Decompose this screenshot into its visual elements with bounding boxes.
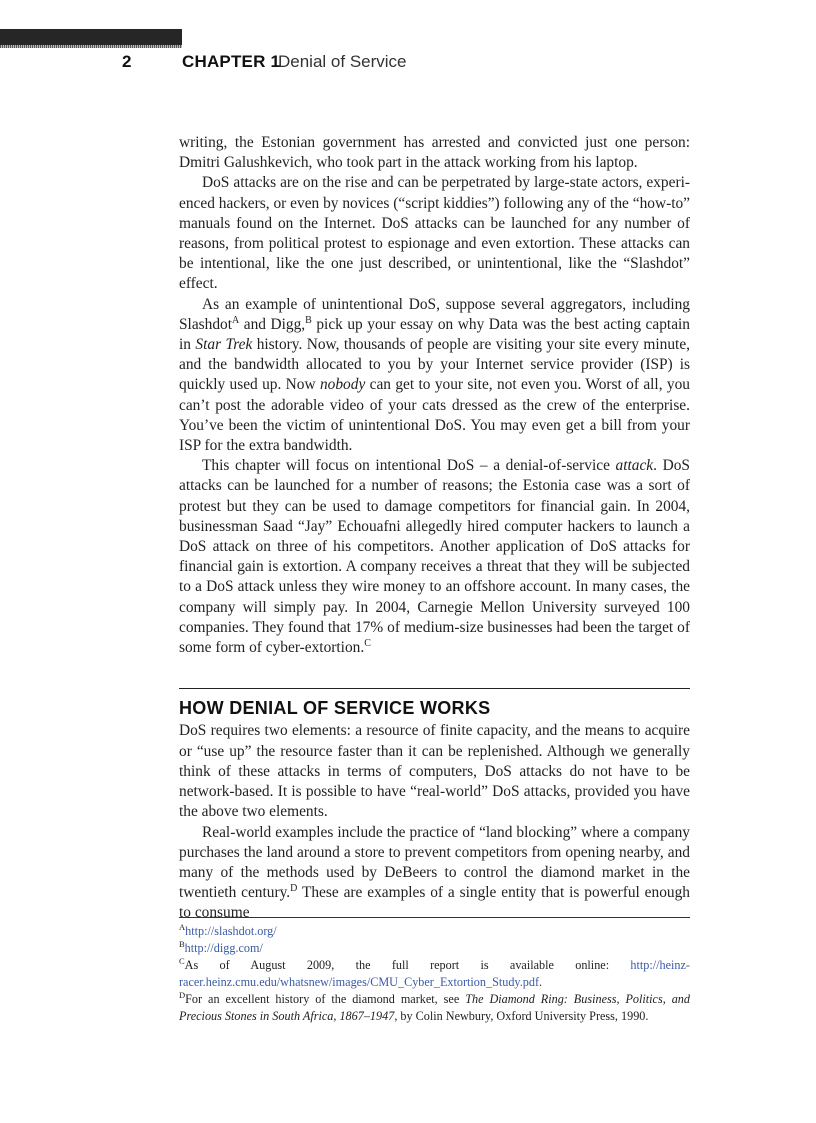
main-text xyxy=(179,133,690,924)
footnote-link[interactable]: http://digg.com/ xyxy=(184,941,263,955)
footnote-marker: D xyxy=(179,990,186,1000)
footnote-marker: C xyxy=(179,956,185,966)
footnote-marker: A xyxy=(179,922,186,932)
chapter-title: Denial of Service xyxy=(278,52,407,71)
emphasis: nobody xyxy=(319,376,366,394)
text-span: As an example of unintentional DoS, suppose several aggregators, including Slashdot xyxy=(179,295,690,333)
footnote-book-title: The Diamond Ring: Business, Politics, and Precious Stones in South Africa, 1867–1947 xyxy=(179,992,690,1023)
footnote-ref-b[interactable]: B xyxy=(305,314,312,326)
top-decorative-bar xyxy=(0,29,182,45)
paragraph-1: writing, the Estonian government has arrested and convicted just one person: Dmitri Galushkevich, who took part in the attack working from his laptop. xyxy=(179,134,690,172)
footnote-text: , by Colin Newbury, Oxford University Press, 1990. xyxy=(394,1009,649,1023)
footnotes xyxy=(179,917,690,1025)
text-span: Real-world examples include the practice of “land blocking” where a company purchases the land around a store to prevent competitors from opening nearby, and many of the methods used by DeBeers to control the diamond market in the twentieth century. xyxy=(179,823,690,902)
footnote-link[interactable]: http://heinz-racer.heinz.cmu.edu/whatsnew/images/CMU_Cyber_Extortion_Study.pdf xyxy=(179,958,690,989)
footnote-text: As of August 2009, the full report is available online: xyxy=(184,958,631,972)
chapter-label: CHAPTER 1 xyxy=(182,52,281,71)
footnote-text: . xyxy=(539,975,543,989)
text-span: This chapter will focus on intentional DoS – a denial-of-service xyxy=(202,457,616,475)
footnote-ref-a[interactable]: A xyxy=(232,314,240,326)
footnote-marker: B xyxy=(179,939,185,949)
footnote-ref-d[interactable]: D xyxy=(290,883,298,895)
emphasis: Star Trek xyxy=(195,336,253,354)
footnote-link[interactable]: http://slashdot.org/ xyxy=(185,924,277,938)
footnote-text: For an excellent history of the diamond market, see xyxy=(185,992,466,1006)
text-span: pick up your essay on why Data was the best acting captain in xyxy=(179,315,690,354)
running-header xyxy=(0,52,816,74)
footnote-ref-c[interactable]: C xyxy=(364,638,371,650)
paragraph-3 xyxy=(179,295,690,457)
text-span: history. Now, thousands of people are visiting your site every minute, and the bandwidth allocated to you by your Internet service provider (ISP) is quickly used up. Now xyxy=(179,336,690,394)
footnote-b xyxy=(179,940,690,957)
text-span: . DoS attacks can be launched for a number of reasons; the Estonia case was a sort of protest but they can be used to damage competitors for financial gain. In 2004, businessman Saad “Jay” Echouafni allegedly hired computer hackers to launch a DoS attack on three of his competitors. Another application of DoS attacks for financial gain is extortion. A company receives a threat that they will be subjected to a DoS attack unless they wire money to an offshore account. In many cases, the company will simply pay. In 2004, Carnegie Mellon University surveyed 100 companies. They found that 17% of medium-size businesses had been the target of some form of cyber-extortion. xyxy=(179,457,690,657)
paragraph-5: DoS requires two elements: a resource of finite capacity, and the means to acquire or “use up” the resource faster than it can be replenished. Although we generally think of these attacks in terms of computers, DoS attacks do not have to be network-based. It is possible to have “real-world” DoS attacks, provided you have the above two elements. xyxy=(179,722,690,821)
section-heading: HOW DENIAL OF SERVICE WORKS xyxy=(179,698,491,719)
footnote-d xyxy=(179,991,690,1025)
section-divider xyxy=(179,688,690,689)
text-span: and Digg, xyxy=(239,315,306,333)
footnote-c xyxy=(179,957,690,991)
text-span: These are examples of a single entity that is powerful enough to consume xyxy=(179,884,690,922)
emphasis: attack xyxy=(615,457,654,475)
text-span: can get to your site, not even you. Worst of all, you can’t post the adorable video of your cats dressed as the crew of the enterprise. You’ve been the victim of unintentional DoS. You may even get a bill from your ISP for the extra bandwidth. xyxy=(179,376,690,455)
paragraph-2: DoS attacks are on the rise and can be perpetrated by large-state actors, experienced hackers, or even by novices (“script kiddies”) following any of the “how-to” manuals found on the Internet. DoS attacks can be launched for any number of reasons, from political protest to espionage and even extortion. These attacks can be intentional, like the one just described, or unintentional, like the “Slashdot” effect. xyxy=(179,174,690,293)
page-number: 2 xyxy=(122,52,132,71)
paragraph-4 xyxy=(179,456,690,658)
footnote-a xyxy=(179,923,690,940)
paragraph-6 xyxy=(179,823,690,924)
